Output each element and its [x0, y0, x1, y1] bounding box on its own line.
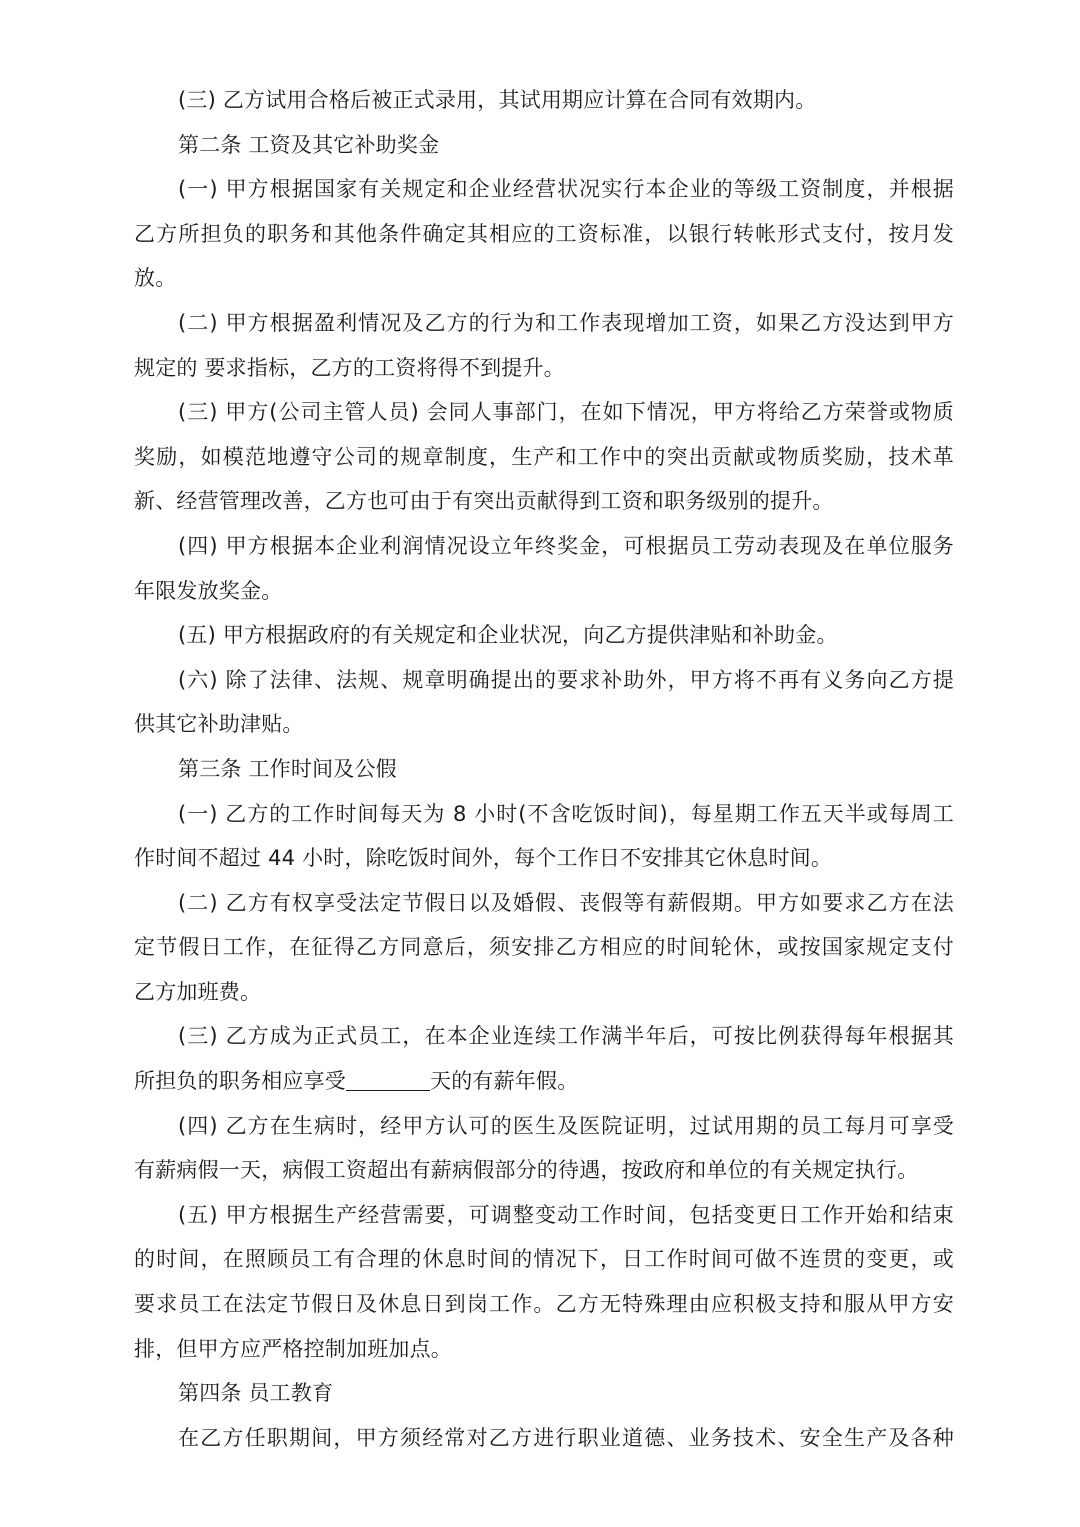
clause-text: 天的有薪年假。: [430, 1069, 579, 1094]
clause-line: (五) 甲方根据政府的有关规定和企业状况，向乙方提供津贴和补助金。: [178, 623, 838, 648]
article-heading: 第二条 工资及其它补助奖金: [178, 132, 440, 157]
clause-line: (二) 甲方根据盈利情况及乙方的行为和工作表现增加工资，如果乙方没达到甲方: [178, 310, 954, 335]
clause-line: 在乙方任职期间，甲方须经常对乙方进行职业道德、业务技术、安全生产及各种: [178, 1425, 954, 1450]
clause-line: 有薪病假一天，病假工资超出有薪病假部分的待遇，按政府和单位的有关规定执行。: [134, 1158, 919, 1183]
clause-text: 所担负的职务相应享受: [134, 1069, 346, 1094]
clause-line: (三) 乙方试用合格后被正式录用，其试用期应计算在合同有效期内。: [178, 88, 817, 112]
clause-line: 新、经营管理改善，乙方也可由于有突出贡献得到工资和职务级别的提升。: [134, 489, 834, 514]
clause-line: 排，但甲方应严格控制加班加点。: [134, 1336, 452, 1361]
clause-line: 奖励，如模范地遵守公司的规章制度，生产和工作中的突出贡献或物质奖励，技术革: [134, 444, 954, 469]
clause-line: 作时间不超过 44 小时，除吃饭时间外，每个工作日不安排其它休息时间。: [134, 846, 833, 871]
clause-line: (二) 乙方有权享受法定节假日以及婚假、丧假等有薪假期。甲方如要求乙方在法: [178, 890, 954, 915]
clause-line: 要求员工在法定节假日及休息日到岗工作。乙方无特殊理由应积极支持和服从甲方安: [134, 1292, 954, 1317]
clause-line: 年限发放奖金。: [134, 578, 283, 603]
clause-line: (六) 除了法律、法规、规章明确提出的要求补助外，甲方将不再有义务向乙方提: [178, 667, 954, 692]
article-heading: 第四条 员工教育: [178, 1381, 334, 1406]
clause-line: (一) 甲方根据国家有关规定和企业经营状况实行本企业的等级工资制度，并根据: [178, 177, 954, 202]
clause-line: 定节假日工作，在征得乙方同意后，须安排乙方相应的时间轮休，或按国家规定支付: [134, 935, 954, 960]
clause-line-with-blank: [134, 1059, 954, 1104]
fill-in-blank[interactable]: [346, 1068, 430, 1091]
clause-line: (一) 乙方的工作时间每天为 8 小时(不含吃饭时间)，每星期工作五天半或每周工: [178, 801, 954, 826]
clause-line: 规定的 要求指标，乙方的工资将得不到提升。: [134, 355, 565, 380]
clause-line: 乙方加班费。: [134, 979, 262, 1004]
clause-line: (三) 甲方(公司主管人员) 会同人事部门，在如下情况，甲方将给乙方荣誉或物质: [178, 400, 954, 425]
clause-line: 供其它补助津贴。: [134, 712, 304, 737]
clause-line: (五) 甲方根据生产经营需要，可调整变动工作时间，包括变更日工作开始和结束: [178, 1202, 954, 1227]
clause-line: (三) 乙方成为正式员工，在本企业连续工作满半年后，可按比例获得每年根据其: [178, 1024, 954, 1049]
clause-line: 放。: [134, 266, 177, 291]
clause-line: (四) 甲方根据本企业利润情况设立年终奖金，可根据员工劳动表现及在单位服务: [178, 533, 954, 558]
article-heading: 第三条 工作时间及公假: [178, 756, 397, 781]
clause-line: (四) 乙方在生病时，经甲方认可的医生及医院证明，过试用期的员工每月可享受: [178, 1113, 954, 1138]
contract-text: [134, 78, 954, 1460]
clause-line: 的时间，在照顾员工有合理的休息时间的情况下，日工作时间可做不连贯的变更，或: [134, 1247, 954, 1272]
clause-line: 乙方所担负的职务和其他条件确定其相应的工资标准，以银行转帐形式支付，按月发: [134, 221, 954, 246]
